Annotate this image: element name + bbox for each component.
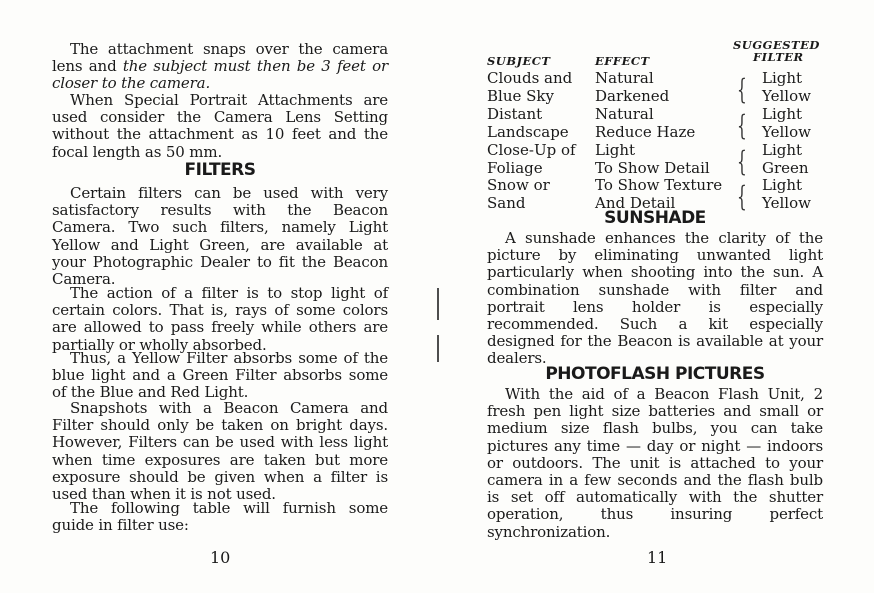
paragraph-snapshots: Snapshots with a Beacon Camera and Filter should only be taken on bright days. However, Filters can be used with less light when time exposures are taken but more exposure should be given when a filter is used than when it is not used. xyxy=(52,399,388,504)
attachment-lead-text: The attachment snaps over the camera lens and xyxy=(52,40,388,76)
right-page: SUGGESTED SUBJECT EFFECT FILTER Clouds and Blue Sky Natural Darkened { Light Yellow Distant Landscape Natural Reduce Haze { Light Yellow Close-Up of Foliage Light To Show Detail { Light Green Snow or Sand To Show Texture And Detail { Light Yellow SUNSHADE A sunshade enhances the clarity of the picture by eliminating unwanted light particularly when shooting into the sun. A combination sunshade with filter and portrait lens holder is especially recommended. Such a kit especially designed for the Beacon is available at your dealers. PHOTOFLASH PICTURES With the aid of a Beacon Flash Unit, 2 fresh pen light size batteries and small or medium size flash bulbs, you can take pictures any time — day or night — indoors or outdoors. The unit is attached to your camera in a few seconds and the flash bulb is set off automatically with the shutter operation, thus insuring perfect synchronization. 11 xyxy=(487,38,823,567)
table-header-subject: SUBJECT xyxy=(487,54,551,68)
table-header-filter: FILTER xyxy=(753,50,804,64)
brace-icon: { xyxy=(737,73,747,106)
brace-icon: { xyxy=(737,180,747,213)
brace-icon: { xyxy=(737,145,747,178)
brace-icon: { xyxy=(737,109,747,142)
sunshade-heading: SUNSHADE xyxy=(604,208,706,228)
paragraph-following-table: The following table will furnish some guide in filter use: xyxy=(52,499,388,535)
paragraph-filter-action: The action of a filter is to stop light of certain colors. That is, rays of some colors are allowed to pass freely while others are partially or wholly absorbed. xyxy=(52,284,388,354)
page-number-left: 10 xyxy=(210,548,231,567)
attachment-emphasis-text: the subject must then be 3 feet or closer to the camera. xyxy=(52,57,388,93)
paragraph-sunshade: A sunshade enhances the clarity of the picture by eliminating unwanted light particularly when shooting into the sun. A combination sunshade with filter and portrait lens holder is especially recommended. Such a kit especially designed for the Beacon is available at your dealers. xyxy=(487,229,823,368)
table-header-suggested: SUGGESTED xyxy=(733,38,820,52)
filters-heading: FILTERS xyxy=(184,160,256,180)
paragraph-certain-filters: Certain filters can be used with very satisfactory results with the Beacon Camera. Two such filters, namely Light Yellow and Light Green, are available at your Photographic Dealer to fit the Beacon Camera. xyxy=(52,184,388,289)
table-header-effect: EFFECT xyxy=(595,54,650,68)
paragraph-photoflash: With the aid of a Beacon Flash Unit, 2 fresh pen light size batteries and small or medium size flash bulbs, you can take pictures any time — day or night — indoors or outdoors. The unit is attached to your camera in a few seconds and the flash bulb is set off automatically with the shutter operation, thus insuring perfect synchronization. xyxy=(487,385,823,541)
paragraph-yellow-filter: Thus, a Yellow Filter absorbs some of the blue light and a Green Filter absorbs some of the Blue and Red Light. xyxy=(52,349,388,402)
paragraph-portrait-attachments: When Special Portrait Attachments are used consider the Camera Lens Setting without the attachment as 10 feet and the focal length as 50 mm. xyxy=(52,91,388,161)
page-number-right: 11 xyxy=(647,548,668,567)
photoflash-heading: PHOTOFLASH PICTURES xyxy=(545,364,765,384)
paragraph-attachment xyxy=(52,41,388,93)
